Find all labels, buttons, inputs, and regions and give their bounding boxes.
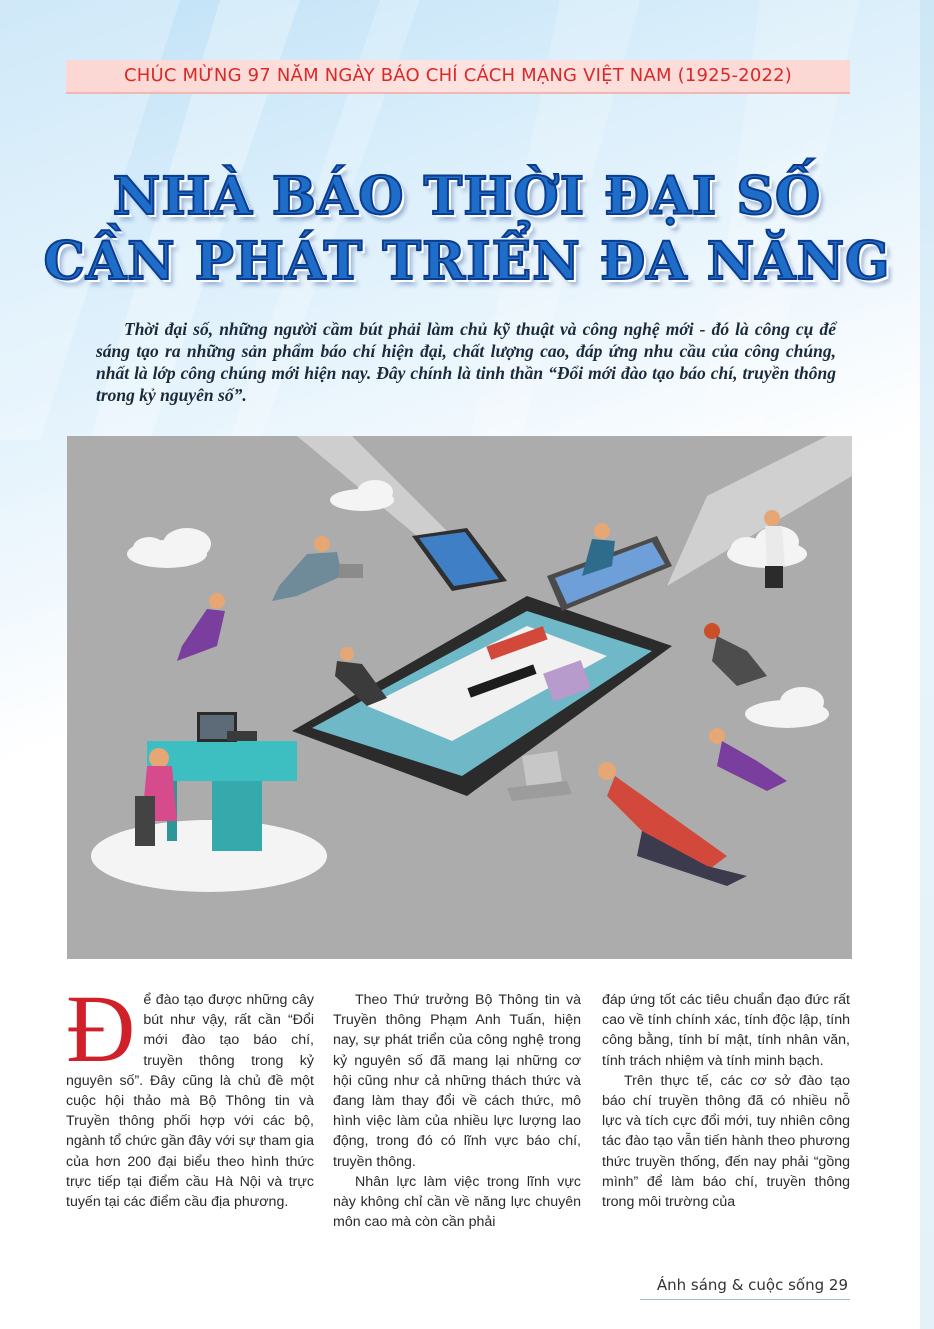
drop-cap: Đ: [66, 975, 136, 1082]
flying-person: [177, 593, 225, 661]
paragraph-text: ể đào tạo được những cây bút như vậy, rất cần “Đổi mới đào tạo báo chí, truyền thông trong kỷ nguyên số”. Đây cũng là chủ đề một cuộc hội thảo mà Bộ Thông tin và Truyền thông phối hợp với các bộ, ngành tổ chức gần đây với sự tham gia của hơn 200 đại biểu theo hình thức trực tiếp tại điểm cầu Hà Nội và trực tuyến tại các điểm cầu địa phương.: [66, 992, 314, 1211]
paragraph: Theo Thứ trưởng Bộ Thông tin và Truyền thông Phạm Anh Tuấn, hiện nay, sự phát triển của công nghệ trong kỷ nguyên số đã mang lại những cơ hội cũng như cả những thách thức và đang làm thay đổi về cách thức, mô hình việc làm của nhiều lực lượng lao động, trong đó có lĩnh vực báo chí, truyền thông.: [333, 992, 581, 1170]
flying-person: [704, 623, 767, 686]
cloud: [330, 480, 394, 511]
article-column-1: [66, 975, 314, 1212]
article-column-2: [333, 990, 581, 1232]
paragraph: đáp ứng tốt các tiêu chuẩn đạo đức rất cao về tính chính xác, tính độc lập, tính công bằng, tính bí mật, tính nhân văn, tính trách nhiệm và tính minh bạch.: [602, 992, 850, 1069]
headline-line-2: CẦN PHÁT TRIỂN ĐA NĂNG: [43, 231, 891, 292]
central-tablet: [292, 596, 672, 796]
smartphone: [412, 528, 507, 591]
banner-text: CHÚC MỪNG 97 NĂM NGÀY BÁO CHÍ CÁCH MẠNG VIỆT NAM (1925-2022): [123, 65, 792, 86]
cloud: [745, 687, 829, 728]
article-illustration: [67, 436, 852, 959]
paragraph: Trên thực tế, các cơ sở đào tạo báo chí truyền thông đã có nhiều nỗ lực và tích cực đổi mới, tuy nhiên công tác đào tạo vẫn tiến hành theo phương thức truyền thống, đến nay phải “gồng mình” để làm báo chí, truyền thông trong môi trường của: [602, 1072, 850, 1211]
flying-person: [709, 728, 787, 791]
top-banner: [66, 60, 850, 94]
paragraph: [66, 975, 314, 1212]
page-footer: Ánh sáng & cuộc sống 29: [656, 1276, 848, 1294]
lead-paragraph: Thời đại số, những người cầm bút phải làm chủ kỹ thuật và công nghệ mới - đó là công cụ để sáng tạo ra những sản phẩm báo chí hiện đại, chất lượng cao, đáp ứng nhu cầu của công chúng, nhất là lớp công chúng mới hiện nay. Đây chính là tinh thần “Đổi mới đào tạo báo chí, truyền thông trong kỷ nguyên số”.: [96, 319, 836, 405]
cloud-platform: [91, 820, 327, 892]
paragraph: Nhân lực làm việc trong lĩnh vực này không chỉ cần về năng lực chuyên môn cao mà còn cần phải: [333, 1173, 581, 1231]
side-strip: [920, 0, 934, 1329]
flying-person: [764, 510, 785, 588]
flying-person: [335, 647, 387, 706]
footer-divider: [640, 1299, 850, 1300]
article-column-3: [602, 990, 850, 1212]
flying-person: [272, 536, 363, 601]
flying-person: [598, 762, 747, 886]
cloud: [127, 528, 211, 568]
headline-line-1: NHÀ BÁO THỜI ĐẠI SỐ: [112, 166, 822, 227]
